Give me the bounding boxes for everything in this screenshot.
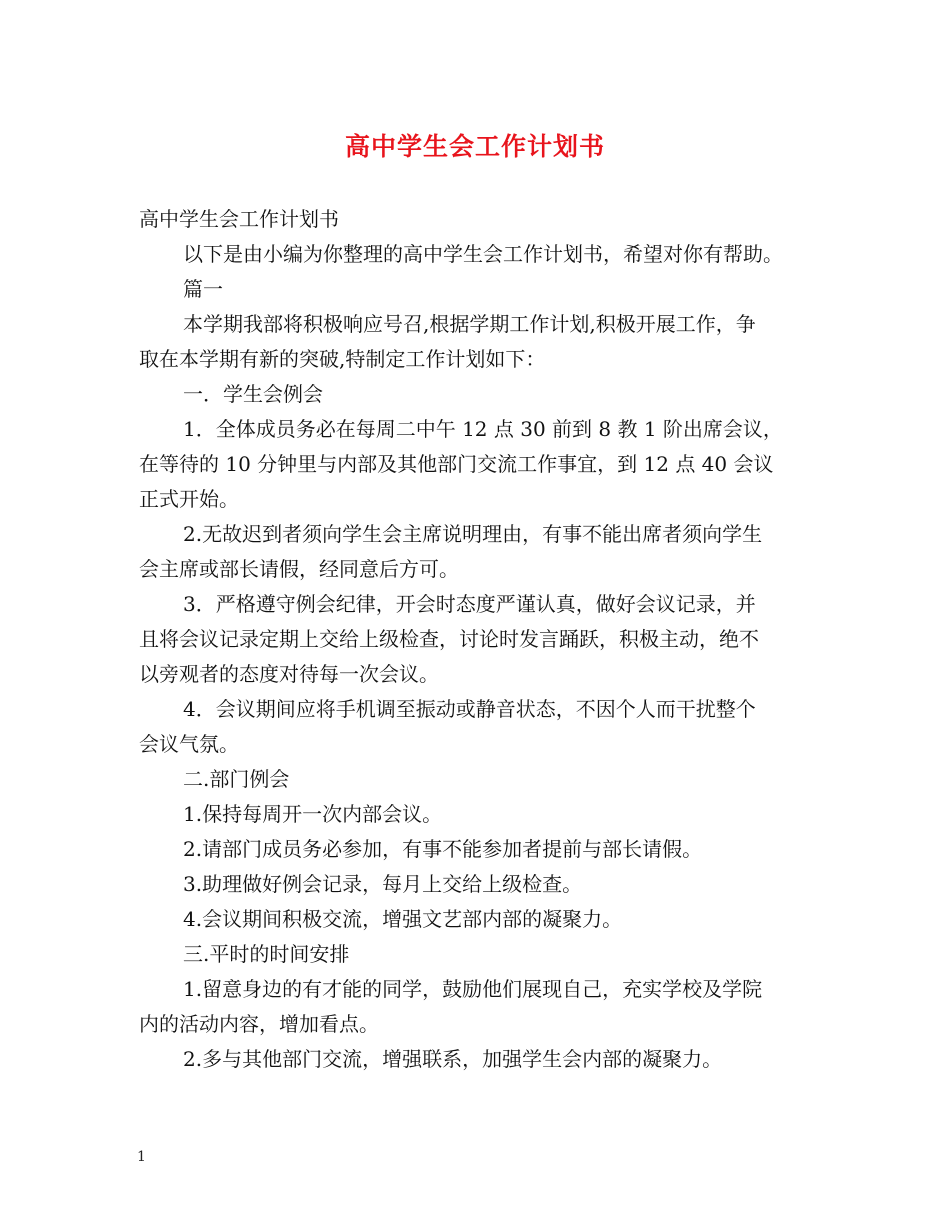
text-line: 1.保持每周开一次内部会议。 [183,802,443,826]
text-line: 三.平时的时间安排 [183,942,350,966]
document-title: 高中学生会工作计划书 [344,132,605,161]
text-line: 一．学生会例会 [183,382,323,406]
text-line: 以下是由小编为你整理的高中学生会工作计划书，希望对你有帮助。 [183,242,783,266]
text-line: 取在本学期有新的突破,特制定工作计划如下： [139,347,546,371]
text-line: 4.会议期间积极交流，增强文艺部内部的凝聚力。 [183,907,623,931]
text-line: 二.部门例会 [183,767,290,791]
text-line: 内的活动内容，增加看点。 [139,1012,379,1036]
text-line: 1.留意身边的有才能的同学，鼓励他们展现自己，充实学校及学院 [183,977,763,1001]
text-line: 1．全体成员务必在每周二中午 12 点 30 前到 8 教 1 阶出席会议， [183,417,783,441]
text-line: 本学期我部将积极响应号召,根据学期工作计划,积极开展工作，争 [183,312,756,336]
text-line: 以旁观者的态度对待每一次会议。 [139,662,439,686]
text-line: 2.无故迟到者须向学生会主席说明理由，有事不能出席者须向学生 [183,522,763,546]
document-body [139,202,815,1077]
text-line: 正式开始。 [139,487,239,511]
text-line: 在等待的 10 分钟里与内部及其他部门交流工作事宜，到 12 点 40 会议 [139,452,774,476]
text-line: 高中学生会工作计划书 [139,207,339,231]
text-line: 3．严格遵守例会纪律，开会时态度严谨认真，做好会议记录，并 [183,592,756,616]
text-line: 且将会议记录定期上交给上级检查，讨论时发言踊跃，积极主动，绝不 [139,627,759,651]
text-line: 篇一 [183,277,223,301]
page-number: 1 [137,1149,146,1165]
text-line: 3.助理做好例会记录，每月上交给上级检查。 [183,872,583,896]
text-line: 会议气氛。 [139,732,239,756]
text-line: 4．会议期间应将手机调至振动或静音状态，不因个人而干扰整个 [183,697,756,721]
text-line: 2.请部门成员务必参加，有事不能参加者提前与部长请假。 [183,837,703,861]
text-line: 会主席或部长请假，经同意后方可。 [139,557,459,581]
text-line: 2.多与其他部门交流，增强联系，加强学生会内部的凝聚力。 [183,1047,723,1071]
